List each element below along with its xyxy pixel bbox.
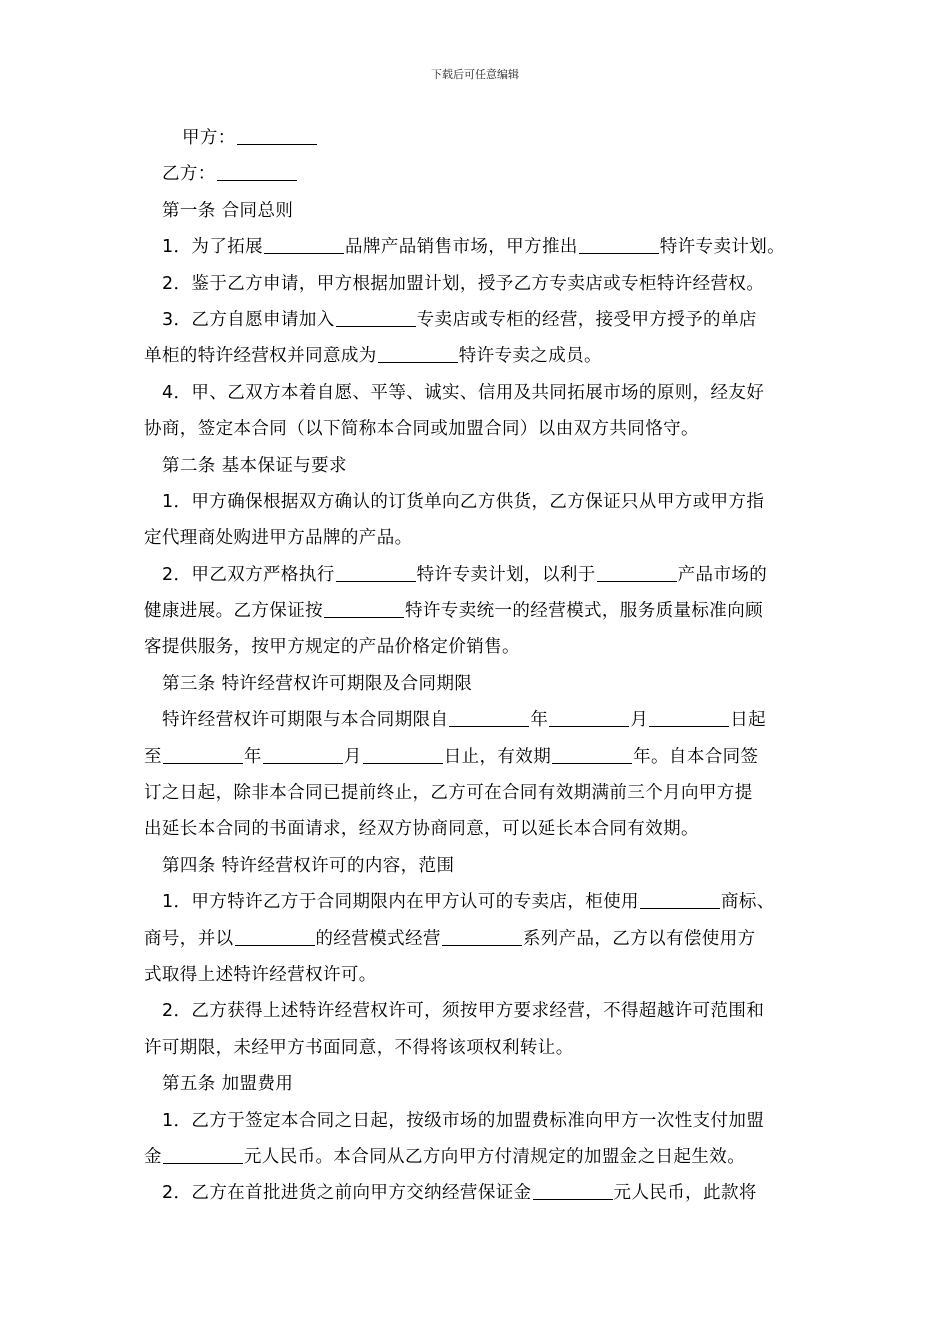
contract-line: [144, 629, 812, 665]
line-text: 第二条 基本保证与要求: [162, 455, 347, 476]
line-text: 式取得上述特许经营权许可。: [144, 964, 377, 985]
fill-in-blank[interactable]: [163, 1145, 243, 1164]
line-text: 特许经营权许可期限与本合同期限自: [162, 710, 449, 731]
contract-line: [144, 993, 812, 1029]
line-text: 专卖店或专柜的经营，接受甲方授予的单店: [416, 309, 757, 330]
line-text: 3．乙方自愿申请加入: [162, 309, 335, 330]
fill-in-blank[interactable]: [163, 745, 243, 764]
contract-line: [144, 229, 812, 265]
line-text: 特许专卖计划。: [659, 237, 786, 258]
line-text: 乙方：: [162, 164, 216, 185]
line-text: 许可期限，未经甲方书面同意，不得将该项权利转让。: [144, 1037, 574, 1058]
fill-in-blank[interactable]: [649, 708, 729, 727]
line-text: 商标、: [720, 892, 775, 913]
contract-line: [144, 957, 812, 993]
fill-in-blank[interactable]: [552, 745, 632, 764]
page-header-note: 下载后可任意编辑: [431, 68, 519, 81]
fill-in-blank[interactable]: [579, 235, 659, 254]
line-text: 系列产品，乙方以有偿使用方: [522, 928, 756, 949]
contract-line: [144, 811, 812, 847]
fill-in-blank[interactable]: [449, 708, 529, 727]
contract-line: [144, 338, 812, 374]
line-text: 特许专卖计划，以利于: [416, 564, 596, 585]
line-text: 协商，签定本合同（以下简称本合同或加盟合同）以由双方共同恪守。: [144, 419, 699, 440]
line-text: 1．甲方确保根据双方确认的订货单向乙方供货，乙方保证只从甲方或甲方指: [162, 491, 765, 512]
fill-in-blank[interactable]: [336, 308, 416, 327]
contract-line: [144, 411, 812, 447]
line-text: 出延长本合同的书面请求，经双方协商同意，可以延长本合同有效期。: [144, 819, 699, 840]
line-text: 2．乙方在首批进货之前向甲方交纳经营保证金: [162, 1183, 532, 1204]
line-text: 4．甲、乙双方本着自愿、平等、诚实、信用及共同拓展市场的原则，经友好: [162, 382, 765, 403]
line-text: 1．甲方特许乙方于合同期限内在甲方认可的专卖店，柜使用: [162, 892, 639, 913]
contract-line: [144, 557, 812, 593]
contract-line: [144, 156, 812, 192]
fill-in-blank[interactable]: [336, 563, 416, 582]
line-text: 产品市场的: [677, 564, 768, 585]
line-text: 日起: [730, 710, 767, 731]
line-text: 第四条 特许经营权许可的内容，范围: [162, 855, 455, 876]
contract-body: [144, 120, 812, 1212]
contract-line: [144, 484, 812, 520]
line-text: 1．为了拓展: [162, 237, 264, 258]
line-text: 年。自本合同签: [633, 746, 759, 767]
line-text: 商号，并以: [144, 928, 234, 949]
line-text: 至: [144, 746, 162, 767]
line-text: 年: [530, 710, 549, 731]
fill-in-blank[interactable]: [217, 162, 297, 181]
contract-line: [144, 1066, 812, 1102]
line-text: 2．鉴于乙方申请，甲方根据加盟计划，授予乙方专卖店或专柜特许经营权。: [162, 273, 765, 294]
line-text: 特许专卖之成员。: [458, 346, 602, 367]
fill-in-blank[interactable]: [442, 927, 522, 946]
line-text: 特许专卖统一的经营模式，服务质量标准向顾: [405, 601, 763, 622]
fill-in-blank[interactable]: [640, 890, 720, 909]
line-text: 甲方：: [182, 128, 236, 148]
line-text: 的经营模式经营: [315, 928, 441, 949]
line-text: 金: [144, 1146, 162, 1167]
contract-line: [144, 520, 812, 556]
fill-in-blank[interactable]: [264, 235, 344, 254]
contract-line: [144, 884, 812, 920]
line-text: 第三条 特许经营权许可期限及合同期限: [162, 673, 473, 694]
contract-line: [144, 302, 812, 338]
contract-line: [144, 1139, 812, 1175]
line-text: 元人民币，此款将: [613, 1183, 757, 1204]
fill-in-blank[interactable]: [237, 126, 317, 145]
fill-in-blank[interactable]: [363, 745, 443, 764]
contract-line: [144, 193, 812, 229]
line-text: 品牌产品销售市场，甲方推出: [345, 237, 578, 258]
contract-line: [144, 375, 812, 411]
contract-line: [144, 1103, 812, 1139]
fill-in-blank[interactable]: [263, 745, 343, 764]
line-text: 订之日起，除非本合同已提前终止，乙方可在合同有效期满前三个月向甲方提: [144, 783, 753, 804]
line-text: 客提供服务，按甲方规定的产品价格定价销售。: [144, 637, 520, 658]
line-text: 健康进展。乙方保证按: [144, 601, 323, 622]
line-text: 第一条 合同总则: [162, 200, 294, 221]
fill-in-blank[interactable]: [549, 708, 629, 727]
line-text: 第五条 加盟费用: [162, 1074, 294, 1095]
contract-line: [144, 921, 812, 957]
line-text: 2．甲乙双方严格执行: [162, 564, 335, 585]
contract-line: [144, 266, 812, 302]
contract-line: [144, 120, 812, 156]
line-text: 元人民币。本合同从乙方向甲方付清规定的加盟金之日起生效。: [243, 1146, 746, 1167]
contract-line: [144, 1175, 812, 1211]
line-text: 2．乙方获得上述特许经营权许可，须按甲方要求经营，不得超越许可范围和: [162, 1001, 765, 1022]
contract-line: [144, 448, 812, 484]
contract-line: [144, 593, 812, 629]
fill-in-blank[interactable]: [378, 344, 458, 363]
contract-line: [144, 666, 812, 702]
line-text: 月: [630, 710, 649, 731]
contract-line: [144, 702, 812, 738]
line-text: 单柜的特许经营权并同意成为: [144, 346, 377, 367]
fill-in-blank[interactable]: [235, 927, 315, 946]
line-text: 月: [343, 746, 362, 767]
line-text: 1．乙方于签定本合同之日起，按级市场的加盟费标准向甲方一次性支付加盟: [162, 1110, 765, 1131]
contract-line: [144, 1030, 812, 1066]
contract-line: [144, 739, 812, 775]
line-text: 定代理商处购进甲方品牌的产品。: [144, 528, 413, 549]
line-text: 年: [243, 746, 262, 767]
contract-line: [144, 775, 812, 811]
fill-in-blank[interactable]: [324, 599, 404, 618]
fill-in-blank[interactable]: [597, 563, 677, 582]
line-text: 日止，有效期: [443, 746, 552, 767]
fill-in-blank[interactable]: [533, 1181, 613, 1200]
contract-line: [144, 848, 812, 884]
